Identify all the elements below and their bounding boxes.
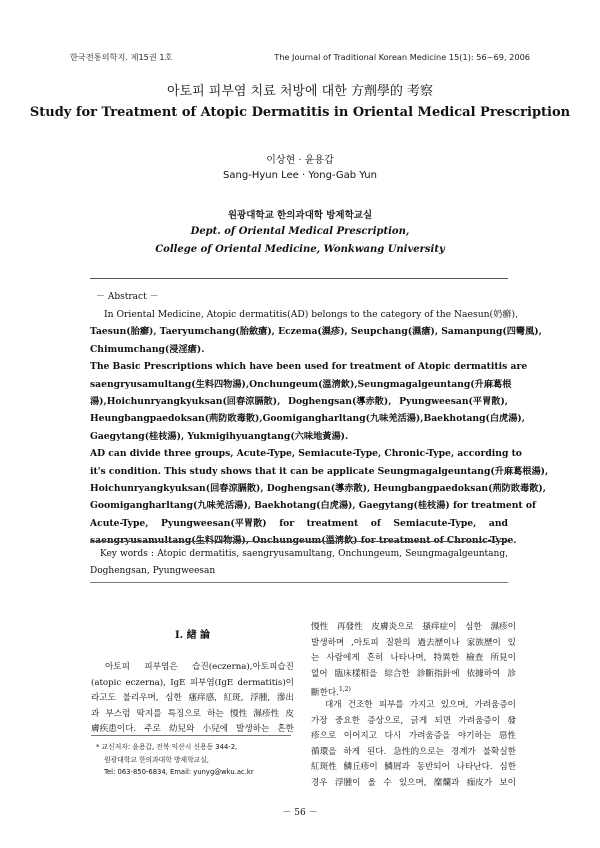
text-segment: 심한 bbox=[499, 762, 516, 773]
text-segment: 라고도 bbox=[91, 693, 116, 704]
left-column-line bbox=[91, 691, 294, 707]
text-segment: 는 bbox=[311, 653, 320, 664]
text-segment: 된다. bbox=[366, 746, 387, 757]
abstract-line bbox=[90, 445, 522, 462]
text-segment: Semiacute-Type, bbox=[393, 517, 477, 529]
keyword-token: saengryusamultang, bbox=[242, 549, 335, 559]
text-segment: 瘙痒感, bbox=[188, 693, 217, 704]
text-segment: treatment bbox=[306, 517, 359, 529]
keywords-line2: Doghengsan, Pyungweesan bbox=[90, 565, 216, 576]
text-segment: 수 bbox=[383, 777, 392, 788]
right-column-line bbox=[311, 636, 516, 652]
text-segment: 딱지를 bbox=[136, 708, 162, 719]
text-segment: 臨床樣相을 bbox=[334, 668, 378, 679]
text-segment: 發 bbox=[507, 715, 516, 726]
text-segment: 야기하는 bbox=[457, 731, 492, 742]
keyword-token: dermatitis, bbox=[189, 549, 240, 559]
text-segment: 鱗屑과 bbox=[384, 762, 410, 773]
text-segment: 질환의 bbox=[385, 637, 411, 648]
abstract-line bbox=[90, 358, 528, 375]
text-segment: Goomigangharltang(九味羌活湯), bbox=[262, 413, 424, 425]
affiliation-english-line1: Dept. of Oriental Medical Prescription, bbox=[190, 226, 410, 237]
text-segment: 濕疹性 bbox=[253, 708, 280, 719]
text-segment: 경계가 bbox=[450, 746, 476, 757]
text-segment: 있으며, bbox=[398, 777, 427, 788]
text-segment: 紅斑, bbox=[223, 693, 244, 704]
text-segment: 피부염은 bbox=[144, 662, 178, 672]
text-segment: The Basic Prescriptions which have been used for treatment of Atopic dermatitis are bbox=[90, 361, 528, 373]
left-column-line bbox=[91, 676, 294, 692]
text-segment: 鱗丘疹이 bbox=[343, 762, 378, 773]
text-segment: IgE bbox=[170, 677, 186, 688]
abstract-line bbox=[90, 410, 525, 427]
text-segment: 綜合한 bbox=[384, 668, 410, 679]
text-segment: Heungbangpaedoksan(荊防敗毒散), bbox=[90, 413, 263, 425]
text-segment: 대개 bbox=[325, 699, 342, 710]
right-column-line bbox=[311, 776, 516, 792]
text-segment: 흔히 bbox=[366, 653, 384, 664]
text-segment: 아토피 bbox=[105, 662, 130, 672]
text-segment: 急性的으로는 bbox=[393, 746, 444, 757]
text-segment: 피부염(IgE bbox=[189, 677, 234, 688]
keyword-token: Onchungeum, bbox=[338, 549, 402, 559]
text-segment: Hoichunryangkyuksan(回春涼膈散), Doghengsan(導赤散), Heungbangpaedoksan(荊防敗毒散), bbox=[90, 482, 546, 494]
right-column-line bbox=[311, 620, 516, 636]
text-segment: 過去歷이나 bbox=[417, 637, 460, 648]
text-segment: 나타나며, bbox=[390, 653, 427, 664]
text-segment: 皮膚炎으로 bbox=[371, 622, 414, 632]
text-segment: Baekhotang(白虎湯), bbox=[423, 413, 525, 425]
text-segment: Onchungeum(溫淸飮), bbox=[249, 378, 358, 390]
text-segment: Pyungweesan(平胃散) bbox=[160, 517, 267, 529]
keyword-token: Seungmagalgeuntang, bbox=[405, 549, 508, 559]
keywords-bottom-rule bbox=[90, 582, 508, 583]
text-segment: 檢査 bbox=[466, 653, 484, 664]
right-column-line bbox=[311, 682, 516, 698]
keyword-token: Atopic bbox=[157, 549, 187, 559]
title-english: Study for Treatment of Atopic Dermatitis in Oriental Medical Prescription bbox=[29, 105, 571, 120]
text-segment: 동반되어 bbox=[416, 762, 450, 773]
right-column-line bbox=[311, 698, 516, 714]
abstract-line bbox=[90, 515, 508, 532]
text-segment: 濕疹이 bbox=[490, 622, 516, 632]
text-segment: 특징으로 bbox=[167, 708, 201, 719]
citation-mark: 1,2) bbox=[338, 686, 351, 694]
text-segment: 불확실한 bbox=[482, 746, 516, 757]
text-segment: 과 bbox=[91, 708, 100, 719]
text-segment: 診 bbox=[507, 668, 516, 679]
text-segment: of bbox=[370, 517, 381, 529]
authors-english: Sang-Hyun Lee · Yong-Gab Yun bbox=[223, 170, 377, 181]
text-segment: 浮腫, bbox=[250, 693, 271, 704]
text-segment: 가장 bbox=[311, 715, 328, 726]
abstract-top-rule bbox=[90, 278, 508, 279]
right-column-line bbox=[311, 745, 516, 761]
text-segment: dermatitis)이 bbox=[237, 677, 294, 688]
text-segment: 증상으로, bbox=[367, 715, 404, 726]
text-segment: 이어지고 bbox=[343, 731, 378, 742]
text-segment: 依據하여 bbox=[466, 668, 501, 679]
text-segment: 없어 bbox=[311, 668, 328, 679]
text-segment: 家族歷이 bbox=[466, 637, 501, 648]
abstract-line bbox=[90, 428, 508, 445]
text-segment: 있으며, bbox=[440, 699, 469, 710]
abstract-line bbox=[90, 306, 518, 323]
footnote-line2: 원광대학교 한의과대학 방제학교실, bbox=[104, 755, 209, 764]
right-column-line bbox=[311, 714, 516, 730]
text-segment: 다시 bbox=[384, 731, 402, 742]
text-segment: 再發性 bbox=[336, 622, 363, 632]
text-segment: Taesun(胎癬), Taeryumchang(胎斂瘡), Eczema(濕疹), Seupchang(濕瘡), Samanpung(四彎風), bbox=[90, 326, 542, 338]
text-segment: 긁게 bbox=[410, 715, 428, 726]
text-segment: 가려움증이 bbox=[458, 715, 500, 726]
text-segment: Goomigangharltang(九味羌活湯), Baekhotang(白虎湯), Gaegytang(桂枝湯) for treatment of bbox=[90, 500, 536, 512]
text-segment: 심한 bbox=[465, 622, 482, 632]
text-segment: 피부를 bbox=[378, 699, 404, 710]
text-segment: 되면 bbox=[434, 715, 452, 726]
text-segment: 가려움증을 bbox=[408, 731, 451, 742]
keywords-line1 bbox=[90, 546, 508, 563]
journal-name-ko: 한국전통의학지. 제15권 1호 bbox=[70, 52, 173, 62]
text-segment: In Oriental Medicine, Atopic dermatitis(AD) belongs to the category of the Naesun(奶癬), bbox=[104, 309, 518, 320]
text-segment: 경우 bbox=[311, 777, 328, 788]
text-segment: Gaegytang(桂枝湯), Yukmigihyuangtang(六味地黃湯). bbox=[90, 430, 349, 442]
text-segment: ,아토피 bbox=[351, 637, 379, 648]
text-segment: Pyungweesan(平胃散), bbox=[399, 395, 508, 407]
text-segment: 발생하는 bbox=[236, 724, 270, 735]
text-segment: 小兒에 bbox=[202, 724, 228, 735]
text-segment: 浮腫이 bbox=[334, 777, 361, 788]
text-segment: 심한 bbox=[165, 693, 182, 704]
section-heading: Ⅰ. 緖 論 bbox=[174, 630, 211, 641]
right-column-line bbox=[311, 651, 516, 667]
text-segment: 나타난다. bbox=[456, 762, 493, 773]
text-segment: 慢性 bbox=[229, 708, 248, 719]
text-segment: and bbox=[488, 517, 508, 529]
text-segment: 주로 bbox=[144, 724, 161, 735]
text-segment: 가려움증이 bbox=[474, 699, 516, 710]
footnote-line1: * 교신저자: 윤용갑, 전북 익산시 신용동 344-2, bbox=[96, 743, 238, 751]
text-segment: 特異한 bbox=[433, 653, 460, 664]
abstract-line bbox=[90, 323, 542, 340]
text-segment: 사람에게 bbox=[326, 653, 360, 664]
left-column-line bbox=[91, 707, 294, 723]
running-header bbox=[70, 52, 530, 63]
text-segment: Seungmagalgeuntang(升麻葛根 bbox=[357, 378, 512, 390]
text-segment: 糜爛과 bbox=[433, 777, 460, 788]
abstract-line bbox=[90, 497, 536, 514]
keyword-token: words bbox=[120, 549, 148, 559]
right-column-line bbox=[311, 729, 516, 745]
text-segment: saengryusamultang(生料四物湯), Onchungeum(溫淸飮) for treatment of Chronic-Type. bbox=[90, 535, 517, 547]
text-segment: AD can divide three groups, Acute-Type, Semiacute-Type, Chronic-Type, according to bbox=[90, 448, 522, 460]
journal-citation: The Journal of Traditional Korean Medicine 15(1): 56~69, 2006 bbox=[274, 52, 530, 62]
text-segment: saengryusamultang(生料四物湯), bbox=[90, 378, 250, 390]
text-segment: (atopic bbox=[91, 677, 122, 688]
text-segment: eczerna), bbox=[125, 677, 166, 688]
text-segment: 惡性 bbox=[498, 731, 516, 742]
text-segment: 발생하며 bbox=[311, 637, 345, 648]
abstract-body bbox=[90, 306, 549, 549]
text-segment: 紅斑性 bbox=[311, 762, 337, 773]
text-segment: 皮 bbox=[285, 708, 294, 719]
footnote-line3: Tel: 063-850-6834, Email: yunyg@wku.ac.kr bbox=[104, 768, 254, 776]
text-segment: 疹으로 bbox=[311, 731, 337, 742]
abstract-line bbox=[90, 463, 549, 480]
text-segment: 幼兒와 bbox=[168, 724, 195, 735]
left-column-line bbox=[91, 660, 294, 676]
text-segment: 斷한다.$^{1,2)}$ bbox=[311, 686, 351, 699]
text-segment: 循環을 bbox=[311, 746, 337, 757]
abstract-bottom-rule bbox=[90, 541, 508, 542]
text-segment: 흔한 bbox=[277, 724, 294, 735]
text-segment: Chimumchang(浸淫瘡). bbox=[90, 343, 205, 355]
text-segment: 慢性 bbox=[311, 622, 329, 632]
text-segment: 습진(eczerna),아토피습진 bbox=[192, 662, 294, 672]
left-column-body bbox=[91, 660, 294, 738]
text-segment: 痂皮가 bbox=[466, 777, 493, 788]
right-column-line bbox=[311, 667, 516, 683]
footnote-rule bbox=[91, 735, 291, 736]
affiliation-korean: 원광대학교 한의과대학 방제학교실 bbox=[227, 210, 373, 221]
text-segment: 보이 bbox=[499, 777, 516, 788]
text-segment: 湯),Hoichunryangkyuksan(回春涼膈散), bbox=[90, 395, 281, 407]
right-column-body bbox=[311, 620, 516, 792]
abstract-line bbox=[90, 376, 512, 393]
text-segment: 불리우며, bbox=[122, 693, 159, 704]
abstract-label: － Abstract － bbox=[96, 292, 159, 302]
page-number: － 56 － bbox=[282, 808, 318, 818]
text-segment: it's condition. This study shows that it can be applicate Seungmagalgeuntang(升麻葛根湯), bbox=[90, 465, 549, 477]
abstract-line bbox=[90, 341, 508, 358]
keywords-block bbox=[90, 546, 508, 579]
abstract-line bbox=[90, 480, 546, 497]
keyword-token: : bbox=[151, 549, 155, 559]
text-segment: 있 bbox=[507, 637, 516, 648]
text-segment: 하게 bbox=[343, 746, 361, 757]
text-segment: 所見이 bbox=[490, 653, 516, 664]
authors-korean: 이상현 · 윤용갑 bbox=[266, 155, 334, 166]
keyword-token: Key bbox=[100, 549, 117, 559]
abstract-line bbox=[90, 393, 508, 410]
text-segment: 搔痒症이 bbox=[422, 622, 457, 632]
right-column-line bbox=[311, 760, 516, 776]
text-segment: Acute-Type, bbox=[90, 517, 149, 529]
text-segment: Doghengsan(導赤散), bbox=[287, 395, 392, 407]
affiliation-english-line2: College of Oriental Medicine, Wonkwang University bbox=[155, 244, 445, 255]
text-segment: 중요한 bbox=[334, 715, 360, 726]
text-segment: 하는 bbox=[207, 708, 224, 719]
text-segment: 올 bbox=[367, 777, 376, 788]
footnote bbox=[96, 741, 254, 779]
text-segment: 滲出 bbox=[276, 693, 294, 704]
text-segment: 診斷指針에 bbox=[416, 668, 460, 679]
text-segment: 건조한 bbox=[347, 699, 373, 710]
text-segment: 膚疾患이다. bbox=[91, 724, 137, 735]
text-segment: 가지고 bbox=[409, 699, 435, 710]
title-korean: 아토피 피부염 치료 처방에 대한 方劑學的 考察 bbox=[166, 84, 434, 99]
text-segment: for bbox=[279, 517, 295, 529]
text-segment: 부스럼 bbox=[105, 708, 131, 719]
